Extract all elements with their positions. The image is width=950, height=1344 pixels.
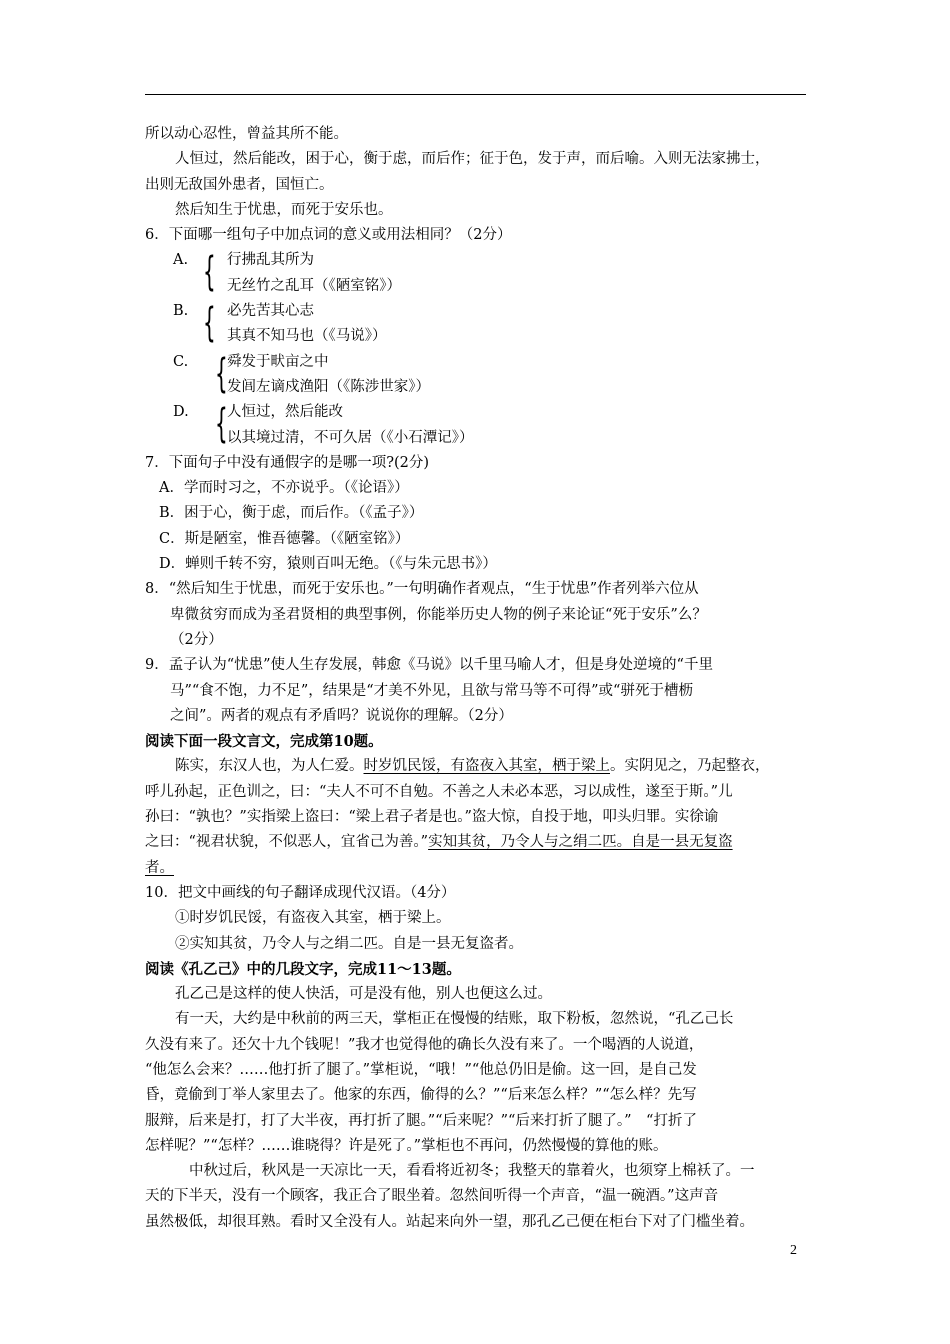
q7-option: A．学而时习之，不亦说乎。（《论语》） — [159, 480, 409, 497]
question-10-stem: 10．把文中画线的句子翻译成现代汉语。（4分） — [145, 884, 456, 901]
passage-line: 中秋过后，秋风是一天凉比一天，看看将近初冬；我整天的靠着火，也须穿上棉袄了。一 — [189, 1163, 755, 1180]
question-9-line: 马”“食不饱，力不足”，结果是“才美不外见，且欲与常马等不可得”或“骈死于槽枥 — [170, 682, 693, 699]
q6-option-b — [145, 299, 810, 350]
underlined-sentence: 实知其贫，乃令人与之绢二匹。自是一县无复盗 — [428, 834, 733, 851]
q7-option: C．斯是陋室，惟吾德馨。（《陋室铭》） — [159, 530, 410, 547]
q6-option-c — [145, 350, 810, 401]
option-line: 其真不知马也（《马说》） — [227, 328, 387, 345]
underlined-sentence: 时岁饥民馁，有盗夜入其室，栖于梁上 — [363, 758, 610, 775]
option-letter: C. — [173, 353, 189, 370]
excerpt-line: 出则无敌国外患者，国恒亡。 — [145, 176, 334, 193]
q10-item: ①时岁饥民馁，有盗夜入其室，栖于梁上。 — [175, 910, 451, 927]
passage-line: 怎样呢？”“怎样？……谁晓得？许是死了。”掌柜也不再问，仍然慢慢的算他的账。 — [145, 1137, 668, 1154]
option-line: 行拂乱其所为 — [227, 252, 314, 269]
question-9-line: 9．孟子认为“忧患”使人生存发展，韩愈《马说》以千里马喻人才，但是身处逆境的“千里 — [145, 657, 713, 674]
question-9-line: 之间”。两者的观点有矛盾吗？说说你的理解。（2分） — [170, 707, 513, 724]
passage-line: “他怎么会来？……他打折了腿了。”掌柜说，“哦！”“他总仍旧是偷。这一回，是自己发 — [145, 1061, 697, 1078]
brace-icon: { — [215, 401, 228, 448]
excerpt-line: 人恒过，然后能改，困于心，衡于虑，而后作；征于色，发于声，而后喻。入则无法家拂士， — [175, 151, 770, 168]
q10-item: ②实知其贫，乃令人与之绢二匹。自是一县无复盗者。 — [175, 935, 523, 952]
question-6-stem: 6．下面哪一组句子中加点词的意义或用法相同？（2分） — [145, 227, 512, 244]
passage-line: 昏，竟偷到丁举人家里去了。他家的东西，偷得的么？”“后来怎么样？”“怎么样？先写 — [145, 1087, 697, 1104]
question-8-line: （2分） — [170, 631, 223, 648]
q6-option-d — [145, 400, 810, 451]
brace-icon: { — [203, 300, 216, 347]
question-8-line: 卑微贫穷而成为圣君贤相的典型事例，你能举历史人物的例子来论证“死于安乐”么？ — [170, 606, 707, 623]
passage-line: 孔乙己是这样的使人快活，可是没有他，别人也便这么过。 — [175, 986, 552, 1003]
header-rule — [145, 94, 806, 95]
excerpt-line: 然后知生于忧患，而死于安乐也。 — [175, 201, 393, 218]
excerpt-line: 所以动心忍性，曾益其所不能。 — [145, 126, 348, 142]
option-line: 舜发于畎亩之中 — [227, 353, 329, 370]
passage-line: 孙曰：“孰也？”实指梁上盗曰：“梁上君子者是也。”盗大惊，自投于地，叩头归罪。实徐谕 — [145, 809, 719, 826]
underlined-sentence: 者。 — [145, 859, 174, 876]
passage-line: 呼儿孙起，正色训之，曰：“夫人不可不自勉。不善之人未必本恶，习以成性，遂至于斯。”儿 — [145, 783, 733, 800]
section-heading: 阅读下面一段文言文，完成第10题。 — [145, 733, 383, 751]
q7-option: D．蝉则千转不穷，猿则百叫无绝。（《与朱元思书》） — [159, 556, 497, 573]
passage-line: 久没有来了。还欠十九个钱呢！”我才也觉得他的确长久没有来了。一个喝酒的人说道， — [145, 1036, 704, 1053]
page-number: 2 — [790, 1243, 797, 1258]
page-body — [145, 122, 810, 1235]
section-heading: 阅读《孔乙己》中的几段文字，完成11～13题。 — [145, 960, 461, 978]
passage-line — [145, 856, 810, 881]
question-7-stem: 7．下面句子中没有通假字的是哪一项?(2分) — [145, 454, 430, 471]
brace-icon: { — [203, 249, 216, 296]
option-line: 人恒过，然后能改 — [227, 404, 343, 421]
option-line: 发闾左谪戍渔阳（《陈涉世家》） — [227, 378, 430, 395]
q6-option-a — [145, 248, 810, 299]
passage-line: 服辩，后来是打，打了大半夜，再打折了腿。”“后来呢？”“后来打折了腿了。” “打折了 — [145, 1112, 697, 1129]
option-line: 以其境过清，不可久居（《小石潭记》） — [227, 429, 474, 446]
passage-line: 虽然极低，却很耳熟。看时又全没有人。站起来向外一望，那孔乙己便在柜台下对了门槛坐着。 — [145, 1213, 754, 1230]
question-8-line: 8．“然后知生于忧患，而死于安乐也。”一句明确作者观点，“生于忧患”作者列举六位从 — [145, 581, 699, 598]
brace-icon: { — [215, 350, 228, 397]
passage-line: 有一天，大约是中秋前的两三天，掌柜正在慢慢的结账，取下粉板，忽然说，“孔乙己长 — [175, 1011, 734, 1028]
option-line: 必先苦其心志 — [227, 303, 314, 320]
passage-line: 天的下半天，没有一个顾客，我正合了眼坐着。忽然间听得一个声音，“温一碗酒。”这声音 — [145, 1188, 719, 1205]
passage-line: 陈实，东汉人也，为人仁爱。时岁饥民馁，有盗夜入其室，栖于梁上。实阴见之，乃起整衣， — [175, 758, 770, 775]
passage-line: 之曰：“视君状貌，不似恶人，宜省己为善。”实知其贫，乃令人与之绢二匹。自是一县无复盗 — [145, 834, 733, 851]
option-letter: B. — [173, 303, 189, 320]
option-line: 无丝竹之乱耳（《陋室铭》） — [227, 277, 401, 294]
option-letter: D. — [173, 404, 189, 421]
q7-option: B．困于心，衡于虑，而后作。（《孟子》） — [159, 505, 424, 522]
option-letter: A. — [173, 252, 189, 269]
